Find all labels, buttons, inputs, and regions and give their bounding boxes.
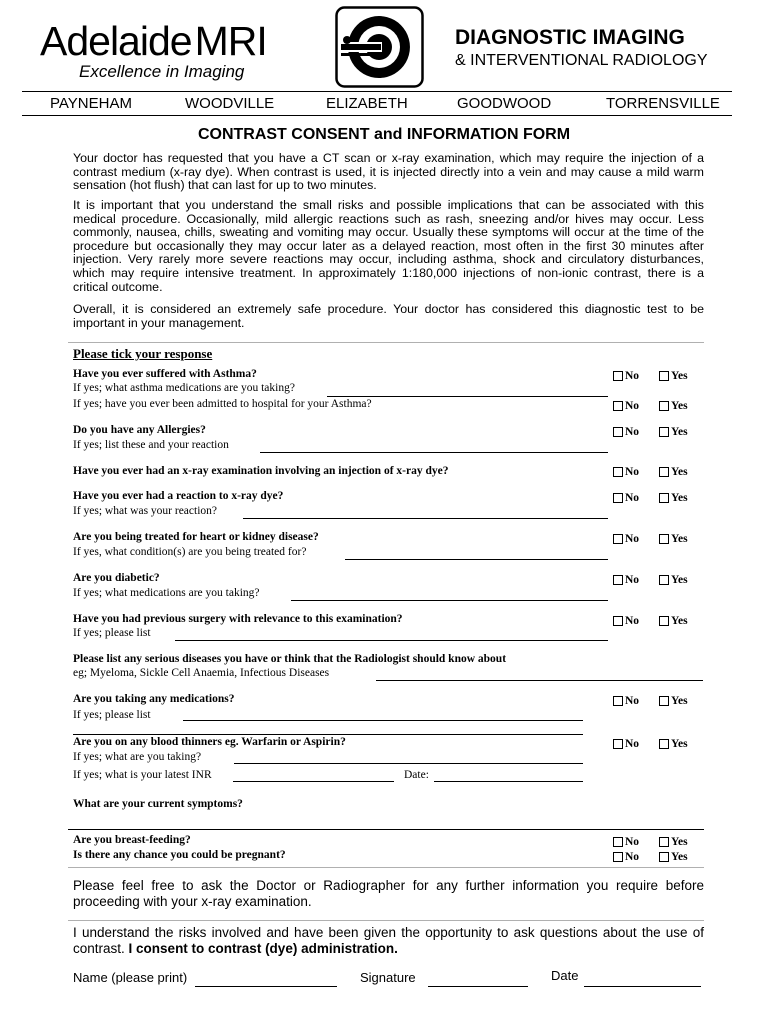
surgery-no-option[interactable] (613, 615, 639, 627)
medications-list-label: If yes; please list (73, 709, 151, 721)
yes-label: Yes (671, 533, 688, 545)
asthma-yes-option[interactable] (659, 370, 688, 382)
signature-label: Signature (360, 970, 416, 985)
thinners-inr-label: If yes; what is your latest INR (73, 769, 212, 781)
intro-paragraph-3: Overall, it is considered an extremely safe procedure. Your doctor has considered this diagnostic test to be important in your management. (73, 302, 704, 330)
checkbox[interactable] (659, 616, 669, 626)
mri-scanner-icon (335, 6, 424, 88)
allergies-list-label: If yes; list these and your reaction (73, 439, 229, 451)
checkbox[interactable] (613, 837, 623, 847)
no-label: No (625, 615, 640, 627)
medications-list-field[interactable] (183, 720, 583, 721)
consent-text: I understand the risks involved and have been given the opportunity to ask questions about the use of contrast. (73, 925, 704, 956)
question-reaction: Have you ever had a reaction to x-ray dye? (73, 490, 284, 502)
surgery-list-label: If yes; please list (73, 627, 151, 639)
xray-dye-yes-option[interactable] (659, 466, 688, 478)
allergies-no-option[interactable] (613, 426, 639, 438)
asthma-hospital-label: If yes; have you ever been admitted to hospital for your Asthma? (73, 398, 372, 410)
inr-field[interactable] (233, 781, 394, 782)
asthma-no-option[interactable] (613, 370, 639, 382)
surgery-yes-option[interactable] (659, 615, 688, 627)
yes-label: Yes (671, 836, 688, 848)
location-torrensville: TORRENSVILLE (606, 95, 720, 112)
question-blood-thinners: Are you on any blood thinners eg. Warfarin or Aspirin? (73, 736, 346, 748)
pregnant-no-option[interactable] (613, 851, 639, 863)
divider (68, 920, 704, 921)
diseases-field[interactable] (376, 680, 703, 681)
header-rule-bottom (22, 115, 732, 116)
yes-label: Yes (671, 370, 688, 382)
no-label: No (625, 533, 640, 545)
reaction-yes-option[interactable] (659, 492, 688, 504)
header-rule-top (22, 91, 732, 92)
thinners-what-field[interactable] (234, 763, 583, 764)
brand-name-adelaide: Adelaide (40, 18, 192, 64)
yes-label: Yes (671, 851, 688, 863)
checkbox[interactable] (613, 852, 623, 862)
checkbox[interactable] (659, 739, 669, 749)
consent-statement: I consent to contrast (dye) administration. (128, 941, 398, 956)
question-pregnant: Is there any chance you could be pregnant? (73, 849, 286, 861)
question-diabetic: Are you diabetic? (73, 572, 160, 584)
question-symptoms: What are your current symptoms? (73, 798, 243, 810)
diabetic-meds-field[interactable] (291, 600, 608, 601)
yes-label: Yes (671, 400, 688, 412)
checkbox[interactable] (659, 493, 669, 503)
diseases-eg-label: eg; Myeloma, Sickle Cell Anaemia, Infectious Diseases (73, 667, 330, 679)
brand-tagline: Excellence in Imaging (79, 62, 245, 81)
checkbox[interactable] (613, 401, 623, 411)
checkbox[interactable] (613, 534, 623, 544)
heart-kidney-no-option[interactable] (613, 533, 639, 545)
question-allergies: Do you have any Allergies? (73, 424, 206, 436)
yes-label: Yes (671, 615, 688, 627)
diabetic-no-option[interactable] (613, 574, 639, 586)
checkbox[interactable] (613, 467, 623, 477)
breastfeeding-no-option[interactable] (613, 836, 639, 848)
intro-paragraph-2: It is important that you understand the small risks and possible implications that can be associated with this medical procedure. Occasionally, mild allergic reactions such as rash, sneezing and/or hives may occur. Less commonly, nausea, chills, sweating and vomiting may occur. Usually these symptoms will occur at the time of the procedure but occasionally they may occur later as a delayed reaction, most often in the first 30 minutes after injection. Very rarely more severe reactions may occur, including asthma, shock and circulatory disturbances, which may require intensive treatment. In approximately 1:180,000 injections of non-ionic contrast, there is a critical outcome. (73, 198, 704, 294)
medications-yes-option[interactable] (659, 695, 688, 707)
no-label: No (625, 851, 640, 863)
info-paragraph: Please feel free to ask the Doctor or Radiographer for any further information you require before proceeding with your x-ray examination. (73, 878, 704, 909)
checkbox[interactable] (659, 467, 669, 477)
signature-field[interactable] (428, 986, 528, 987)
inr-date-label: Date: (404, 769, 429, 781)
question-xray-dye: Have you ever had an x-ray examination involving an injection of x-ray dye? (73, 465, 449, 477)
yes-label: Yes (671, 574, 688, 586)
checkbox[interactable] (613, 739, 623, 749)
question-heart-kidney: Are you being treated for heart or kidney disease? (73, 531, 319, 543)
breastfeeding-yes-option[interactable] (659, 836, 688, 848)
allergies-yes-option[interactable] (659, 426, 688, 438)
no-label: No (625, 695, 640, 707)
checkbox[interactable] (613, 696, 623, 706)
reaction-what-field[interactable] (243, 518, 608, 519)
consent-paragraph (73, 925, 704, 957)
thinners-no-option[interactable] (613, 738, 639, 750)
asthma-meds-field[interactable] (327, 396, 608, 397)
no-label: No (625, 836, 640, 848)
asthma-hospital-no-option[interactable] (613, 400, 639, 412)
no-label: No (625, 370, 640, 382)
name-field[interactable] (195, 986, 337, 987)
signature-date-label: Date (551, 968, 579, 983)
checkbox[interactable] (659, 401, 669, 411)
location-woodville: WOODVILLE (185, 95, 275, 112)
checkbox[interactable] (659, 534, 669, 544)
xray-dye-no-option[interactable] (613, 466, 639, 478)
no-label: No (625, 492, 640, 504)
question-surgery: Have you had previous surgery with relevance to this examination? (73, 613, 403, 625)
no-label: No (625, 738, 640, 750)
medications-list-field-2[interactable] (73, 734, 583, 735)
reaction-what-label: If yes; what was your reaction? (73, 505, 218, 517)
asthma-meds-label: If yes; what asthma medications are you taking? (73, 382, 295, 394)
checkbox[interactable] (659, 852, 669, 862)
checkbox[interactable] (613, 427, 623, 437)
intro-paragraph-1: Your doctor has requested that you have a CT scan or x-ray examination, which may require the injection of a contrast medium (x-ray dye). When contrast is used, it is injected directly into a vein and may cause a mild warm sensation (hot flush) that can last for up to two minutes. (73, 151, 704, 193)
question-medications: Are you taking any medications? (73, 693, 235, 705)
heart-kidney-what-label: If yes, what condition(s) are you being treated for? (73, 546, 307, 558)
name-label: Name (please print) (73, 970, 188, 985)
thinners-what-label: If yes; what are you taking? (73, 751, 202, 763)
yes-label: Yes (671, 695, 688, 707)
diagnostic-imaging-title: DIAGNOSTIC IMAGING (455, 26, 685, 49)
yes-label: Yes (671, 738, 688, 750)
yes-label: Yes (671, 426, 688, 438)
checkbox[interactable] (613, 575, 623, 585)
checkbox[interactable] (613, 371, 623, 381)
location-elizabeth: ELIZABETH (326, 95, 408, 112)
heart-kidney-what-field[interactable] (345, 559, 608, 560)
no-label: No (625, 400, 640, 412)
location-goodwood: GOODWOOD (457, 95, 552, 112)
medications-no-option[interactable] (613, 695, 639, 707)
diabetic-meds-label: If yes; what medications are you taking? (73, 587, 260, 599)
signature-date-field[interactable] (584, 986, 701, 987)
checkbox[interactable] (659, 837, 669, 847)
checkbox[interactable] (613, 616, 623, 626)
thinners-yes-option[interactable] (659, 738, 688, 750)
inr-date-field[interactable] (434, 781, 583, 782)
interventional-radiology-title: & INTERVENTIONAL RADIOLOGY (455, 52, 708, 69)
surgery-list-field[interactable] (175, 640, 608, 641)
checkbox[interactable] (659, 427, 669, 437)
brand-name-mri: MRI (194, 18, 267, 64)
no-label: No (625, 426, 640, 438)
question-breastfeeding: Are you breast-feeding? (73, 834, 191, 846)
no-label: No (625, 574, 640, 586)
location-payneham: PAYNEHAM (50, 95, 132, 112)
brand-name (40, 18, 267, 64)
pregnant-yes-option[interactable] (659, 851, 688, 863)
diabetic-yes-option[interactable] (659, 574, 688, 586)
yes-label: Yes (671, 466, 688, 478)
no-label: No (625, 466, 640, 478)
question-diseases: Please list any serious diseases you have or think that the Radiologist should know about (73, 653, 507, 665)
checkbox[interactable] (659, 696, 669, 706)
yes-label: Yes (671, 492, 688, 504)
divider (68, 867, 704, 868)
tick-heading: Please tick your response (73, 346, 213, 361)
heart-kidney-yes-option[interactable] (659, 533, 688, 545)
checkbox[interactable] (659, 371, 669, 381)
allergies-list-field[interactable] (260, 452, 608, 453)
divider (68, 342, 704, 343)
checkbox[interactable] (613, 493, 623, 503)
asthma-hospital-yes-option[interactable] (659, 400, 688, 412)
question-asthma: Have you ever suffered with Asthma? (73, 368, 257, 380)
symptoms-field[interactable] (68, 829, 704, 830)
checkbox[interactable] (659, 575, 669, 585)
reaction-no-option[interactable] (613, 492, 639, 504)
form-title: CONTRAST CONSENT and INFORMATION FORM (197, 126, 571, 143)
